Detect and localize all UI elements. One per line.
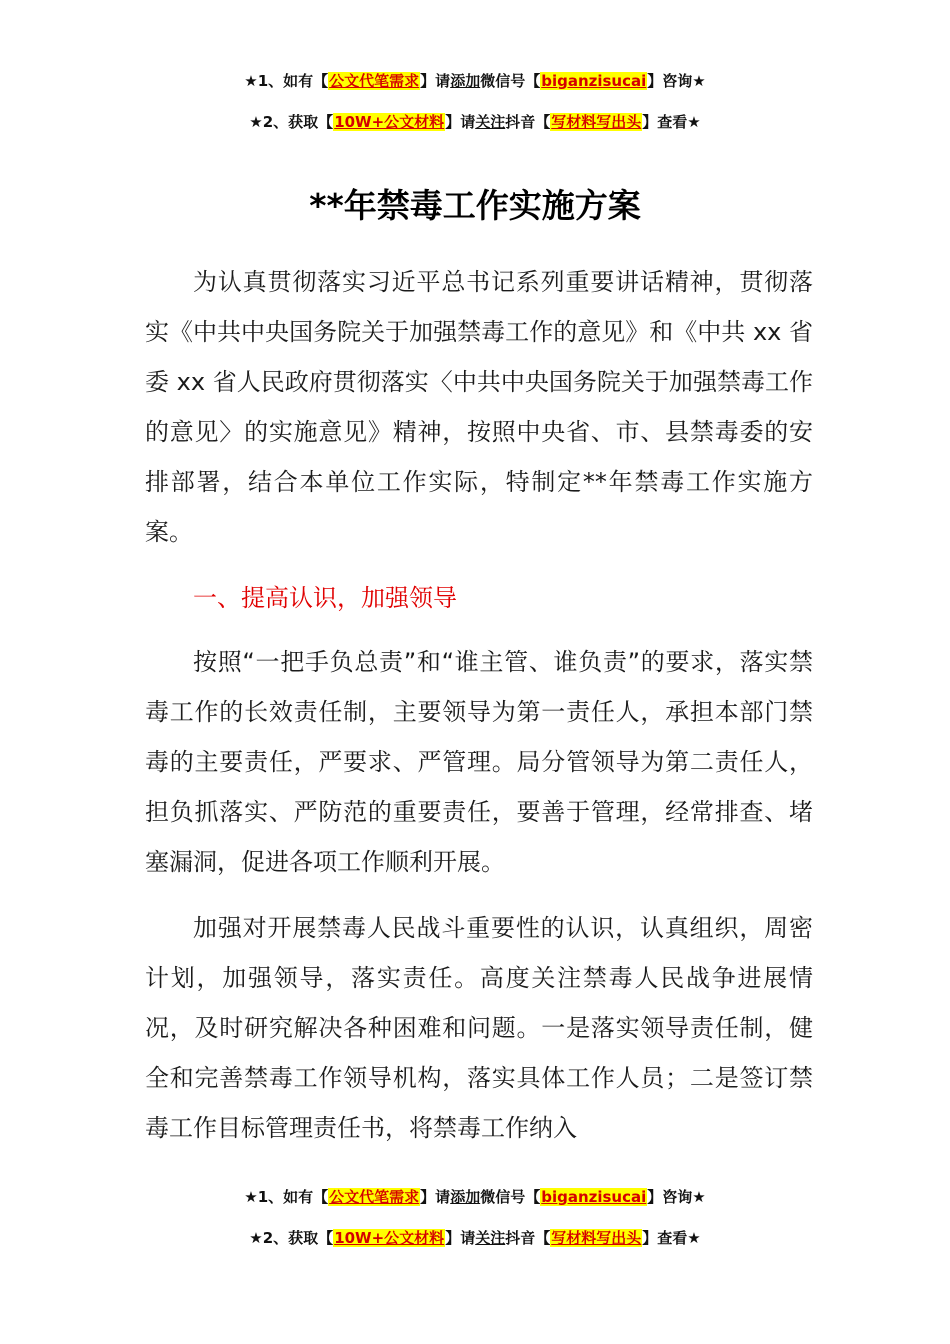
highlight-materials: 10W+公文材料 bbox=[334, 113, 445, 131]
promo-banner-line2-top bbox=[0, 111, 950, 133]
banner-text: 】请 bbox=[445, 1229, 476, 1247]
section-heading-1: 一、提高认识，加强领导 bbox=[193, 584, 457, 612]
banner-underline: 关注 bbox=[475, 113, 506, 131]
banner-underline: 添加 bbox=[450, 72, 481, 90]
banner-text: 】请 bbox=[420, 1188, 451, 1206]
banner-text: 抖音【 bbox=[505, 1229, 551, 1247]
highlight-douyin: 写材料写出头 bbox=[551, 1229, 642, 1247]
promo-banner-line2-bottom bbox=[0, 1227, 950, 1249]
banner-text: ★1、如有【 bbox=[244, 1188, 329, 1206]
banner-text: 】咨询★ bbox=[647, 1188, 706, 1206]
paragraph-awareness: 加强对开展禁毒人民战斗重要性的认识，认真组织，周密计划，加强领导，落实责任。高度关注禁毒人民战争进展情况，及时研究解决各种困难和问题。一是落实领导责任制，健全和完善禁毒工作领导机构，落实具体工作人员；二是签订禁毒工作目标管理责任书，将禁毒工作纳入 bbox=[145, 914, 813, 1142]
banner-text: 】查看★ bbox=[642, 1229, 701, 1247]
banner-text: 】查看★ bbox=[642, 113, 701, 131]
highlight-service: 公文代笔需求 bbox=[329, 72, 420, 90]
banner-underline: 关注 bbox=[475, 1229, 506, 1247]
paragraph-responsibility: 按照“一把手负总责”和“谁主管、谁负责”的要求，落实禁毒工作的长效责任制，主要领导为第一责任人，承担本部门禁毒的主要责任，严要求、严管理。局分管领导为第二责任人，担负抓落实、严防范的重要责任，要善于管理，经常排查、堵塞漏洞，促进各项工作顺利开展。 bbox=[145, 648, 813, 876]
document-title: **年禁毒工作实施方案 bbox=[309, 186, 641, 225]
highlight-douyin: 写材料写出头 bbox=[551, 113, 642, 131]
paragraph-intro: 为认真贯彻落实习近平总书记系列重要讲话精神，贯彻落实《中共中央国务院关于加强禁毒工作的意见》和《中共 xx 省委 xx 省人民政府贯彻落实〈中共中央国务院关于加强禁毒工作的意见〉的实施意见》精神，按照中央省、市、县禁毒委的安排部署，结合本单位工作实际，特制定**年禁毒工作实施方案。 bbox=[145, 268, 813, 546]
promo-banner-line1-top bbox=[0, 70, 950, 92]
banner-text: 】请 bbox=[445, 113, 476, 131]
highlight-service: 公文代笔需求 bbox=[329, 1188, 420, 1206]
banner-text: ★2、获取【 bbox=[249, 113, 334, 131]
banner-text: 微信号【 bbox=[480, 72, 541, 90]
banner-text: 】请 bbox=[420, 72, 451, 90]
highlight-materials: 10W+公文材料 bbox=[334, 1229, 445, 1247]
banner-underline: 添加 bbox=[450, 1188, 481, 1206]
highlight-wechat-id: biganzisucai bbox=[541, 72, 647, 90]
promo-banner-line1-bottom bbox=[0, 1186, 950, 1208]
highlight-wechat-id: biganzisucai bbox=[541, 1188, 647, 1206]
banner-text: 微信号【 bbox=[480, 1188, 541, 1206]
banner-text: 抖音【 bbox=[505, 113, 551, 131]
banner-text: ★2、获取【 bbox=[249, 1229, 334, 1247]
banner-text: ★1、如有【 bbox=[244, 72, 329, 90]
banner-text: 】咨询★ bbox=[647, 72, 706, 90]
